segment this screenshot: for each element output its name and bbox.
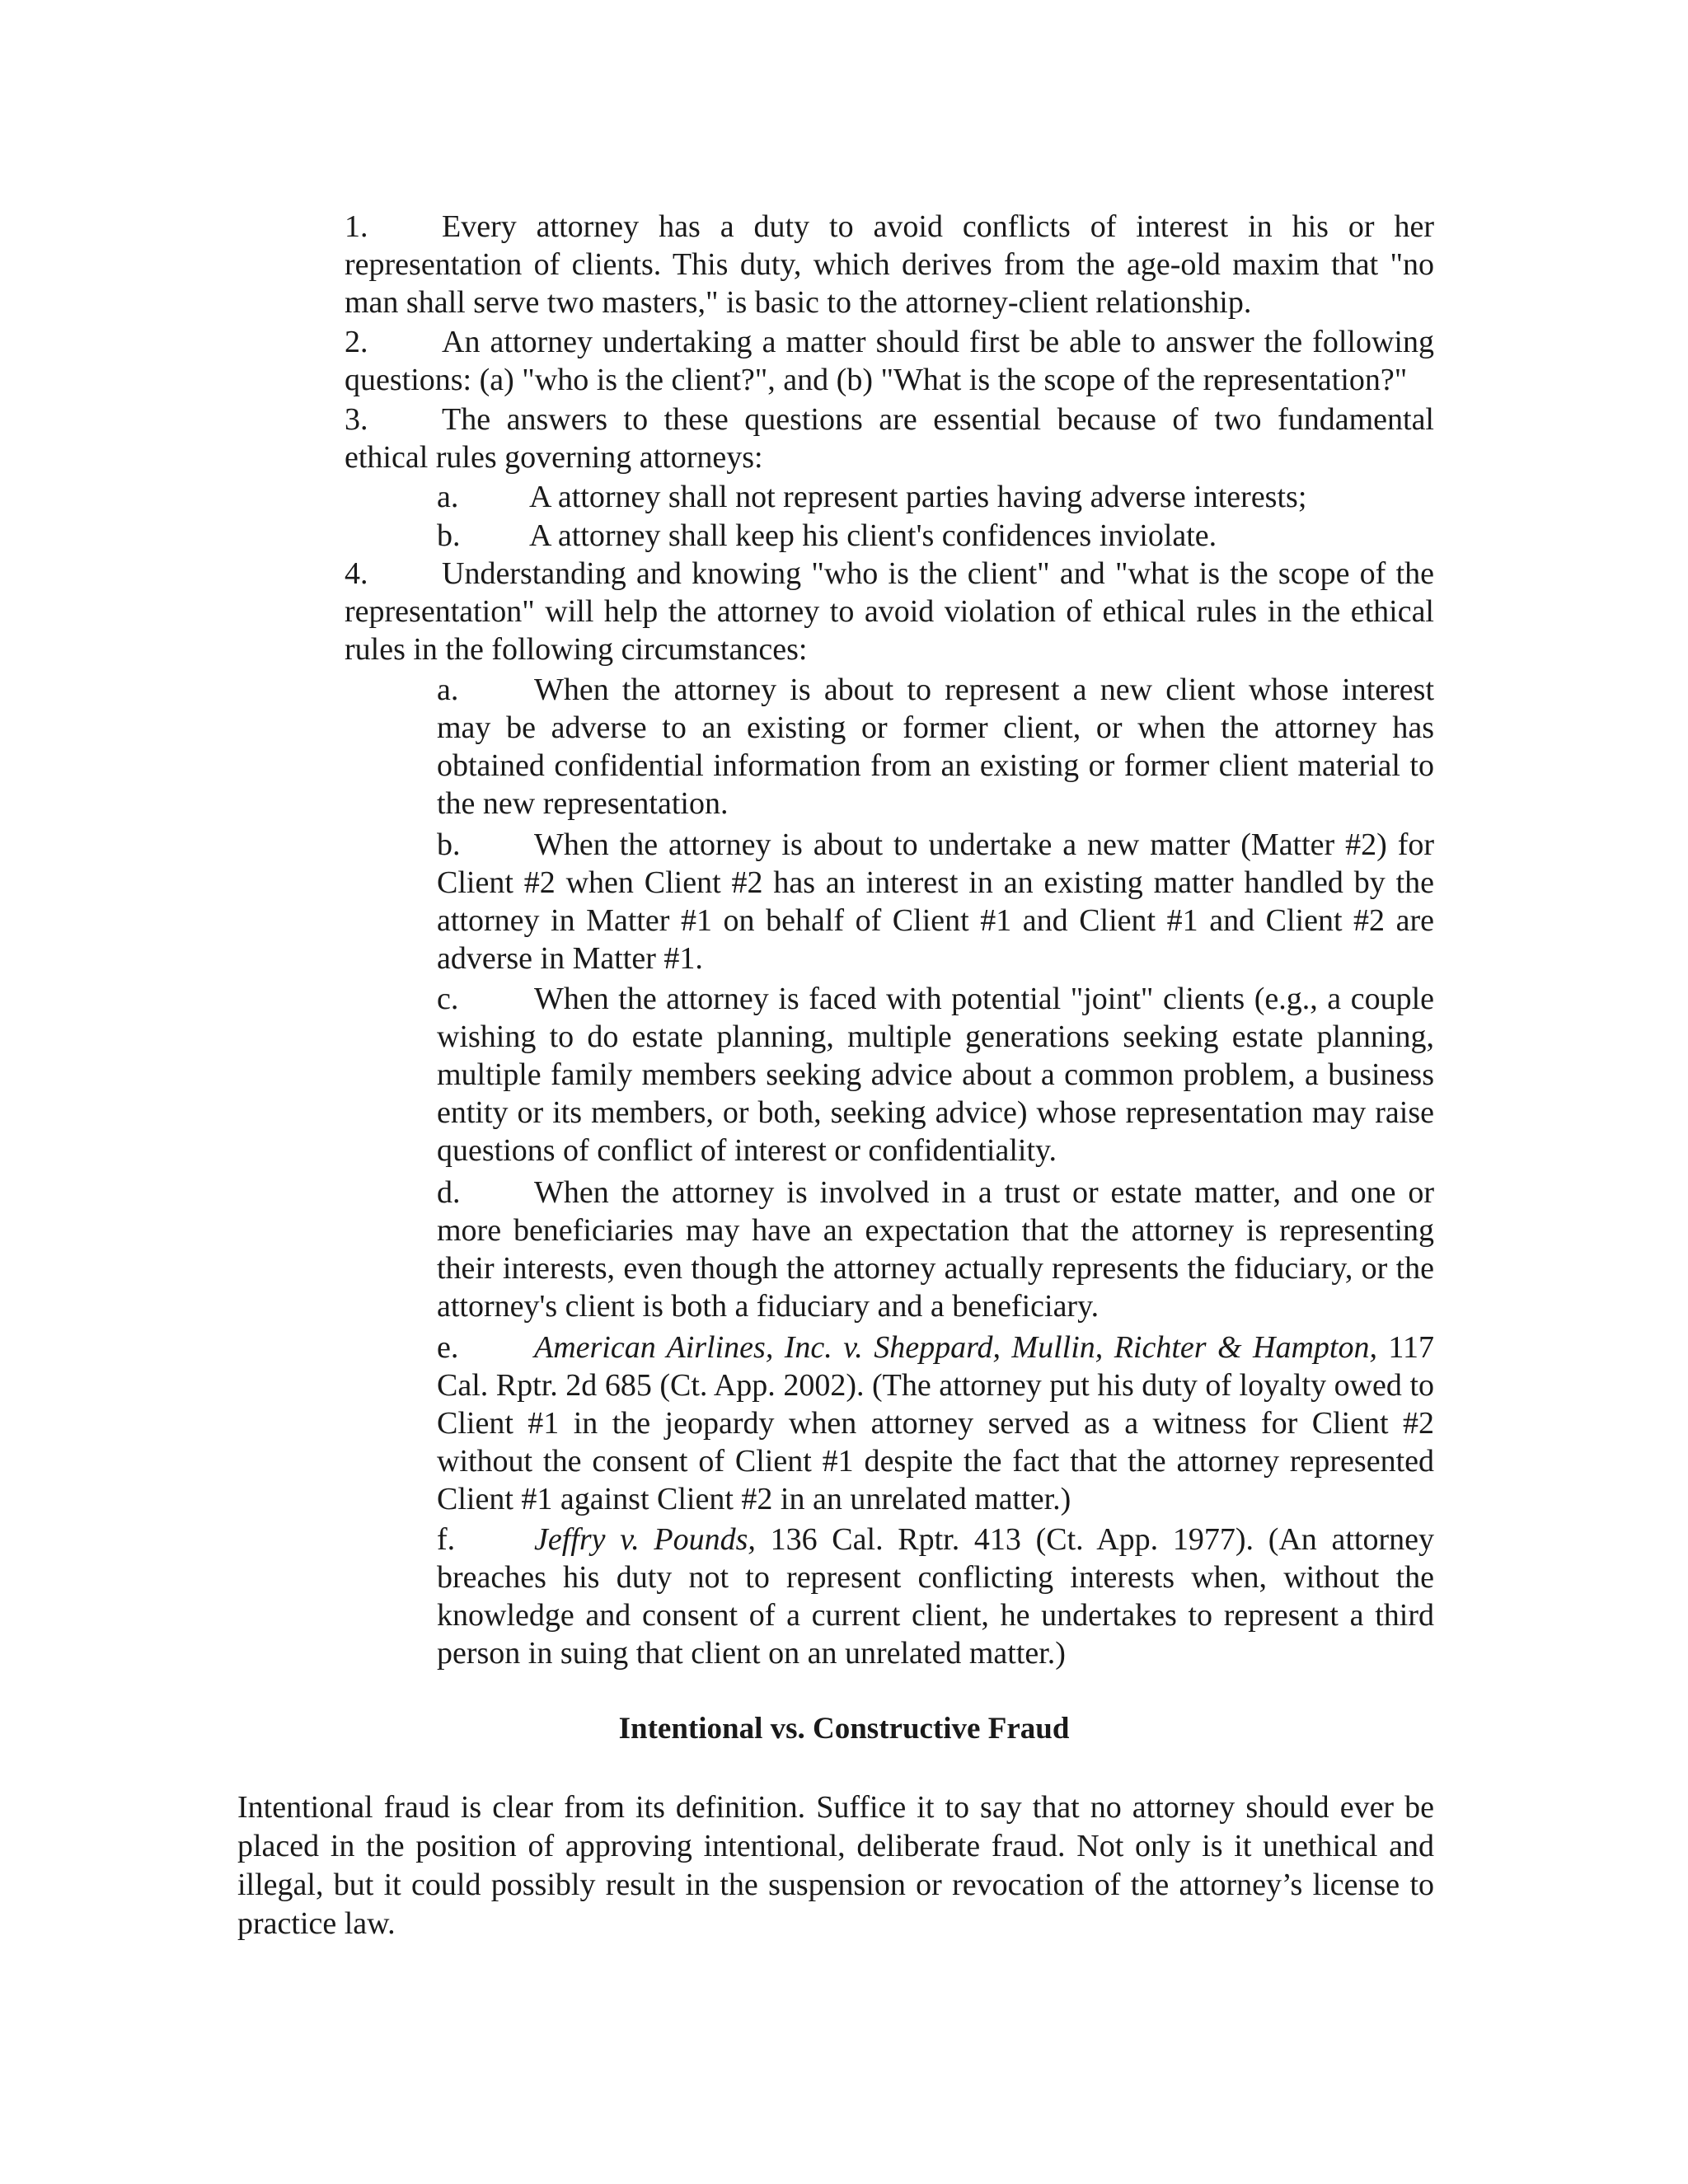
paragraph-4 xyxy=(345,555,1434,668)
circumstance-label: b. xyxy=(437,827,461,862)
paragraph-text: An attorney undertaking a matter should first be able to answer the following questions: (a) "who is the client?", and (b) "What is the scope of the representation?" xyxy=(345,325,1434,397)
circumstance-c xyxy=(437,980,1434,1169)
rule-text: A attorney shall keep his client's confidences inviolate. xyxy=(529,518,1217,553)
rule-label: b. xyxy=(437,518,461,553)
circumstance-label: a. xyxy=(437,673,459,707)
rule-a xyxy=(437,478,1306,516)
rule-b xyxy=(437,517,1217,555)
case-citation: Jeffry v. Pounds, xyxy=(534,1522,756,1557)
circumstance-label: e. xyxy=(437,1330,459,1365)
circumstance-text: When the attorney is involved in a trust or estate matter, and one or more beneficiaries may have an expectation that the attorney is representing their interests, even though the attorney actually represents the fiduciary, or the attorney's client is both a fiduciary and a beneficiary. xyxy=(437,1175,1434,1324)
circumstance-text: 136 Cal. Rptr. 413 (Ct. App. 1977). (An attorney breaches his duty not to represent conflicting interests when, without the knowledge and consent of a current client, he undertakes to represent a third person in suing that client on an unrelated matter.) xyxy=(437,1522,1434,1671)
paragraph-1 xyxy=(345,208,1434,321)
rule-label: a. xyxy=(437,480,459,514)
paragraph-number: 1. xyxy=(345,209,368,244)
paragraph-3 xyxy=(345,401,1434,476)
case-citation: American Airlines, Inc. v. Sheppard, Mullin, Richter & Hampton, xyxy=(534,1330,1377,1365)
rule-text: A attorney shall not represent parties having adverse interests; xyxy=(529,480,1307,514)
paragraph-number: 2. xyxy=(345,325,368,359)
circumstance-label: d. xyxy=(437,1175,461,1210)
closing-paragraph: Intentional fraud is clear from its definition. Suffice it to say that no attorney should ever be placed in the position of approving intentional, deliberate fraud. Not only is it unethical and illegal, but it could possibly result in the suspension or revocation of the attorney’s license to practice law. xyxy=(237,1790,1434,1941)
paragraph-text: Understanding and knowing "who is the client" and "what is the scope of the representation" will help the attorney to avoid violation of ethical rules in the ethical rules in the following circumstances: xyxy=(345,556,1434,667)
paragraph-number: 4. xyxy=(345,556,368,591)
circumstance-label: f. xyxy=(437,1522,456,1557)
circumstance-d xyxy=(437,1174,1434,1325)
circumstance-label: c. xyxy=(437,982,459,1016)
circumstance-b xyxy=(437,826,1434,977)
circumstance-text: When the attorney is faced with potential "joint" clients (e.g., a couple wishing to do estate planning, multiple generations seeking estate planning, multiple family members seeking advice about a common problem, a business entity or its members, or both, seeking advice) whose representation may raise questions of conflict of interest or confidentiality. xyxy=(437,982,1434,1168)
section-heading: Intentional vs. Constructive Fraud xyxy=(618,1712,1070,1746)
circumstance-text: 117 Cal. Rptr. 2d 685 (Ct. App. 2002). (The attorney put his duty of loyalty owed to Client #1 in the jeopardy when attorney served as a witness for Client #2 without the consent of Client #1 despite the fact that the attorney represented Client #1 against Client #2 in an unrelated matter.) xyxy=(437,1330,1435,1516)
paragraph-text: Every attorney has a duty to avoid conflicts of interest in his or her representation of clients. This duty, which derives from the age-old maxim that "no man shall serve two masters," is basic to the attorney-client relationship. xyxy=(345,209,1434,320)
paragraph-number: 3. xyxy=(345,402,368,437)
circumstance-e xyxy=(437,1329,1434,1518)
circumstance-f xyxy=(437,1521,1434,1672)
circumstance-text: When the attorney is about to represent a new client whose interest may be adverse to an existing or former client, or when the attorney has obtained confidential information from an existing or former client material to the new representation. xyxy=(437,673,1434,821)
circumstance-a xyxy=(437,671,1434,823)
circumstance-text: When the attorney is about to undertake a new matter (Matter #2) for Client #2 when Client #2 has an interest in an existing matter handled by the attorney in Matter #1 on behalf of Client #1 and Client #1 and Client #2 are adverse in Matter #1. xyxy=(437,827,1434,976)
paragraph-2 xyxy=(345,323,1434,399)
paragraph-text: The answers to these questions are essential because of two fundamental ethical rules governing attorneys: xyxy=(345,402,1434,475)
